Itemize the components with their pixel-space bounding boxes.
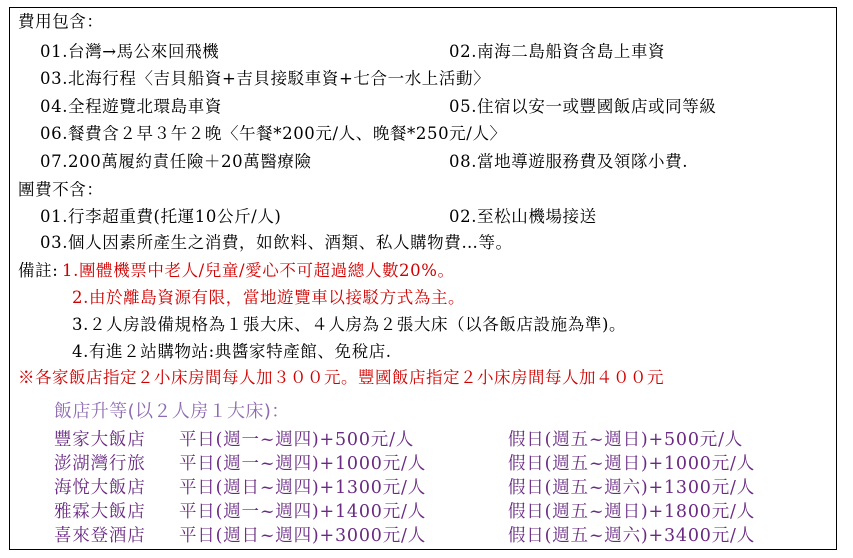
notes-warning: ※各家飯店指定２小床房間每人加３００元。豐國飯店指定２小床房間每人加４００元 — [18, 368, 664, 387]
hotel-weekday-price: 平日(週日~週四)+1300元/人 — [179, 478, 427, 498]
included-item: 06.餐費含２早３午２晚〈午餐*200元/人、晚餐*250元/人〉 — [40, 124, 507, 143]
included-heading: 費用包含： — [18, 12, 104, 31]
hotel-holiday-price: 假日(週五~週日)+1800元/人 — [508, 502, 756, 522]
hotel-weekday-price: 平日(週一~週四)+500元/人 — [179, 430, 415, 450]
hotel-name: 喜來登酒店 — [54, 526, 146, 546]
upgrade-title: 飯店升等(以２人房１大床)： — [54, 401, 290, 422]
hotel-name: 澎湖灣行旅 — [54, 454, 146, 474]
hotel-holiday-price: 假日(週五~週六)+3400元/人 — [508, 526, 756, 546]
hotel-weekday-price: 平日(週一~週四)+1400元/人 — [179, 502, 427, 522]
note-item: 4.有進２站購物站:典醬家特產館、免稅店. — [72, 342, 392, 361]
included-item: 08.當地導遊服務費及領隊小費. — [449, 152, 689, 171]
excluded-item: 02.至松山機場接送 — [449, 207, 597, 226]
hotel-holiday-price: 假日(週五~週日)+500元/人 — [508, 430, 744, 450]
hotel-name: 豐家大飯店 — [54, 430, 146, 450]
excluded-item: 03.個人因素所產生之消費，如飲料、酒類、私人購物費…等。 — [40, 233, 513, 252]
excluded-item: 01.行李超重費(托運10公斤/人) — [40, 207, 282, 226]
excluded-heading: 團費不含： — [18, 180, 104, 199]
note-item: 3.２人房設備規格為１張大床、４人房為２張大床（以各飯店設施為準)。 — [72, 315, 627, 334]
included-item: 07.200萬履約責任險＋20萬醫療險 — [40, 152, 312, 171]
included-item: 03.北海行程〈吉貝船資+吉貝接駁車資+七合一水上活動〉 — [40, 69, 491, 88]
note-item: 1.團體機票中老人/兒童/愛心不可超過總人數20%。 — [62, 261, 455, 280]
hotel-holiday-price: 假日(週五~週日)+1000元/人 — [508, 454, 756, 474]
hotel-holiday-price: 假日(週五~週六)+1300元/人 — [508, 478, 756, 498]
note-item: 2.由於離島資源有限，當地遊覽車以接駁方式為主。 — [72, 288, 466, 307]
notes-label: 備註: — [18, 261, 59, 280]
included-item: 05.住宿以安一或豐國飯店或同等級 — [449, 97, 717, 116]
included-item: 04.全程遊覽北環島車資 — [40, 97, 222, 116]
hotel-weekday-price: 平日(週日~週四)+3000元/人 — [179, 526, 427, 546]
hotel-weekday-price: 平日(週一~週四)+1000元/人 — [179, 454, 427, 474]
included-item: 02.南海二島船資含島上車資 — [449, 42, 666, 61]
included-item: 01.台灣→馬公來回飛機 — [40, 42, 220, 61]
hotel-name: 雅霖大飯店 — [54, 502, 146, 522]
hotel-name: 海悅大飯店 — [54, 478, 146, 498]
